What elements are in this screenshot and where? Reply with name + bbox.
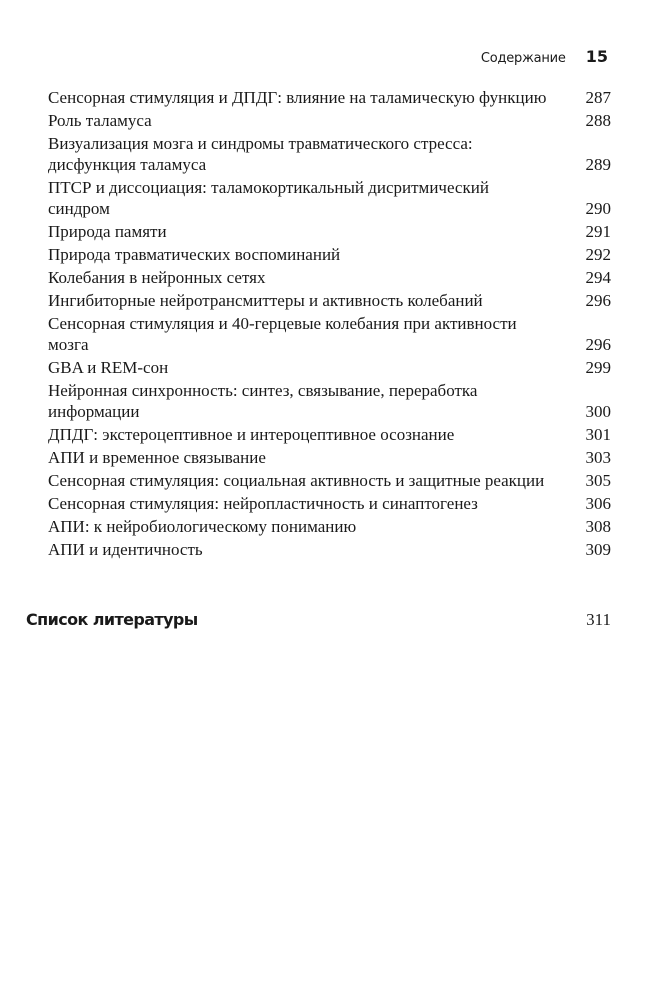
- toc-entry-title: Роль таламуса: [48, 111, 152, 130]
- toc-entry[interactable]: [48, 447, 611, 468]
- toc-entry-page: 303: [585, 448, 611, 467]
- toc-entry-page: 299: [585, 358, 611, 377]
- bibliography-page: 311: [586, 610, 611, 629]
- toc-entry[interactable]: [48, 267, 611, 288]
- toc-entry-title: GBA и REM-сон: [48, 358, 169, 377]
- toc-entry-page: 308: [585, 517, 611, 536]
- toc-entry-title: Сенсорная стимуляция и ДПДГ: влияние на таламическую функцию: [48, 88, 547, 107]
- toc-entry[interactable]: [48, 177, 611, 219]
- toc-entry-page: 305: [585, 471, 611, 490]
- toc-entry[interactable]: [48, 470, 611, 491]
- toc-entry-title: Колебания в нейронных сетях: [48, 268, 266, 287]
- running-head: [481, 47, 608, 66]
- toc-entry-title: АПИ и идентичность: [48, 540, 203, 559]
- toc-entry[interactable]: [48, 110, 611, 131]
- toc-entry-title: Ингибиторные нейротрансмиттеры и активность колебаний: [48, 291, 483, 310]
- toc-entry[interactable]: [48, 221, 611, 242]
- toc-entry-page: 300: [585, 402, 611, 421]
- toc-entry-page: 296: [585, 291, 611, 310]
- toc-entry[interactable]: [48, 244, 611, 265]
- toc-entry-page: 309: [585, 540, 611, 559]
- toc-entry-page: 306: [585, 494, 611, 513]
- toc-entry-title: Сенсорная стимуляция: нейропластичность и синаптогенез: [48, 494, 478, 513]
- toc-entry-page: 288: [585, 111, 611, 130]
- bibliography-title: Список литературы: [26, 610, 198, 629]
- toc-entry-title: Сенсорная стимуляция: социальная активность и защитные реакции: [48, 471, 545, 490]
- toc-entry[interactable]: [48, 313, 611, 355]
- toc-entry-page: 292: [585, 245, 611, 264]
- toc-entry[interactable]: [48, 87, 611, 108]
- toc-entry-page: 296: [585, 335, 611, 354]
- table-of-contents: [0, 87, 652, 562]
- toc-entry-page: 289: [585, 155, 611, 174]
- toc-entry-title: АПИ: к нейробиологическому пониманию: [48, 517, 357, 536]
- toc-entry[interactable]: [48, 133, 611, 175]
- page-number: 15: [585, 47, 608, 66]
- toc-entry-title: ПТСР и диссоциация: таламокортикальный дисритмический синдром: [48, 178, 489, 218]
- toc-entry-page: 291: [585, 222, 611, 241]
- toc-entry-title: Природа памяти: [48, 222, 167, 241]
- bibliography-entry[interactable]: [26, 608, 611, 632]
- toc-entry-page: 294: [585, 268, 611, 287]
- toc-entry-page: 290: [585, 199, 611, 218]
- toc-entry-title: АПИ и временное связывание: [48, 448, 266, 467]
- toc-entry[interactable]: [48, 424, 611, 445]
- toc-entry-page: 301: [585, 425, 611, 444]
- toc-entry[interactable]: [48, 380, 611, 422]
- running-head-title: Содержание: [480, 51, 566, 66]
- toc-entry[interactable]: [48, 539, 611, 560]
- toc-entry[interactable]: [48, 493, 611, 514]
- toc-entry-title: Нейронная синхронность: синтез, связывание, переработка информации: [48, 381, 478, 421]
- toc-entry-title: Сенсорная стимуляция и 40-герцевые колебания при активности мозга: [48, 314, 517, 354]
- toc-entry-title: ДПДГ: экстероцептивное и интероцептивное осознание: [48, 425, 455, 444]
- toc-entry[interactable]: [48, 357, 611, 378]
- toc-entry[interactable]: [48, 290, 611, 311]
- toc-entry-page: 287: [585, 88, 611, 107]
- toc-entry-title: Природа травматических воспоминаний: [48, 245, 341, 264]
- toc-entry[interactable]: [48, 516, 611, 537]
- toc-entry-title: Визуализация мозга и синдромы травматического стресса: дисфункция таламуса: [48, 134, 473, 174]
